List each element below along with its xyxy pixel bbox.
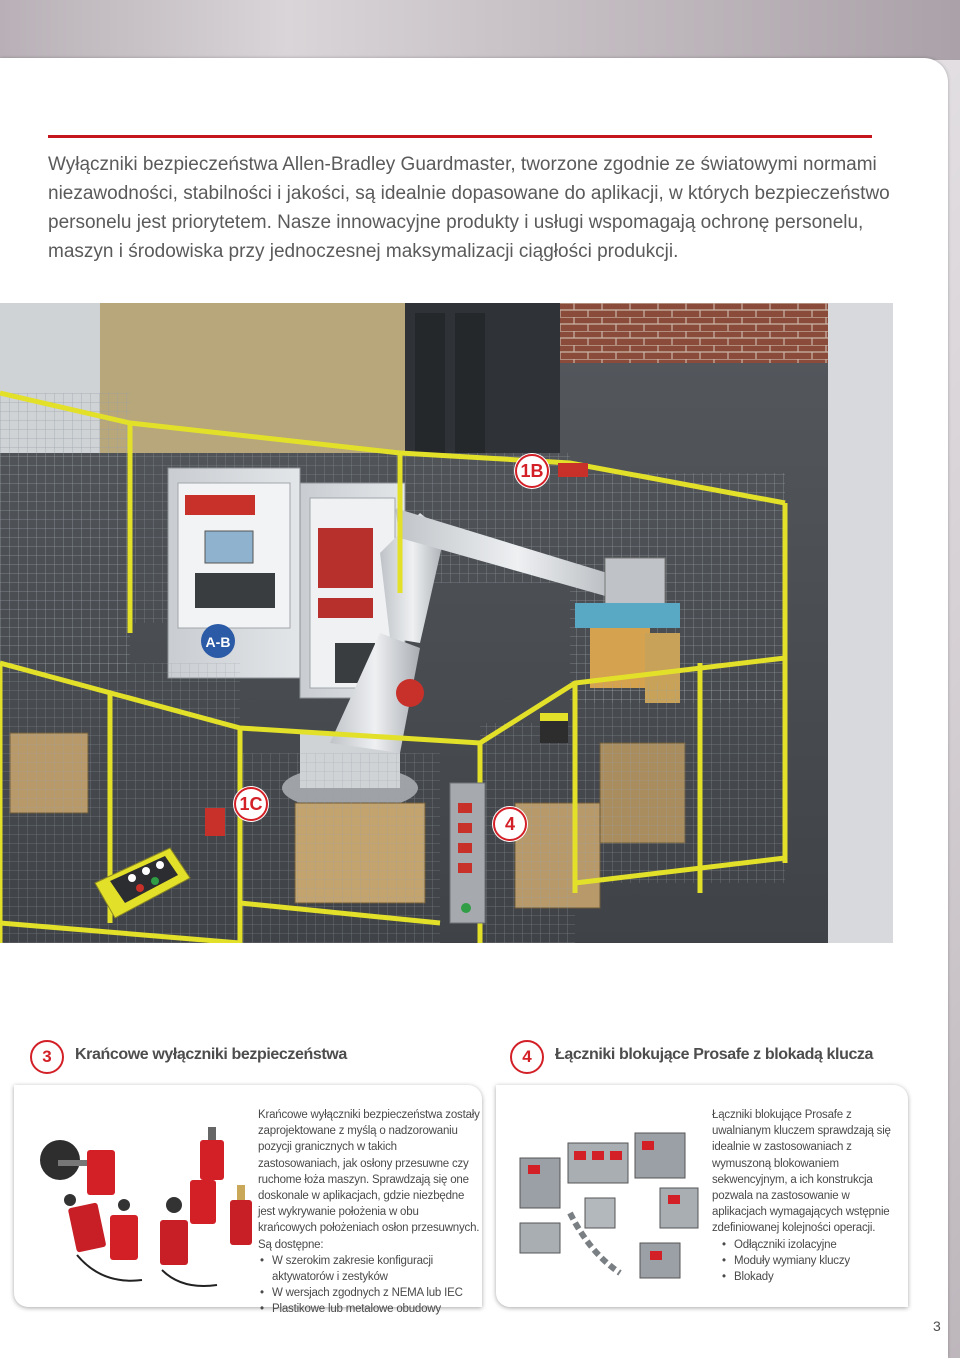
list-item: • W szerokim zakresie konfiguracji aktywatorów i zestyków: [258, 1253, 480, 1285]
limit-switches-photo: [32, 1105, 252, 1295]
background-photo-strip: [0, 0, 960, 60]
section-3-header: [30, 1040, 430, 1074]
page-number: 3: [933, 1318, 941, 1334]
list-item: • Plastikowe lub metalowe obudowy: [258, 1301, 480, 1317]
section-4-text: [712, 1107, 898, 1285]
callout-4: 4: [493, 807, 527, 841]
robot-cell-illustration: [0, 303, 893, 943]
intro-paragraph: Wyłączniki bezpieczeństwa Allen-Bradley Guardmaster, tworzone zgodnie ze światowymi normami niezawodności, stabilności i jakości, są idealnie dopasowane do aplikacji, w których bezpieczeństwo personelu jest priorytetem. Nasze innowacyjne produkty i usługi wspomagają ochronę personelu, maszyn i środowiska przy jednoczesnej maksymalizacji ciągłości produkcji.: [48, 154, 890, 262]
safety-switch-1b: [558, 463, 588, 477]
section-4-panel: [496, 1085, 908, 1307]
list-item: • W wersjach zgodnych z NEMA lub IEC: [258, 1285, 480, 1301]
section-body: Krańcowe wyłączniki bezpieczeństwa zostały zaprojektowane z myślą o nadzorowaniu pozycji granicznych w takich zastosowaniach, jak osłony przesuwne czy ruchome łoża maszyn. Sprawdzają się one doskonale w aplikacjach, gdzie niezbędne jest wykrywanie położenia w obu krańcowych położeniach osłon przesuwnych. Są dostępne:: [258, 1109, 480, 1251]
safety-switch-1c: [205, 808, 225, 836]
key-interlocks-photo: [510, 1113, 700, 1293]
section-3-panel: [14, 1085, 482, 1316]
list-item: • Moduły wymiany kluczy: [720, 1253, 898, 1269]
section-title: Łączniki blokujące Prosafe z blokadą klucza: [555, 1046, 874, 1063]
section-body: Łączniki blokujące Prosafe z uwalnianym kluczem sprawdzają się idealnie w zastosowaniach z wymuszoną blokowaniem sekwencyjnym, a ich konstrukcja pozwala na zastosowanie w aplikacjach wymagających wstępnie zdefiniowanej kolejności operacji.: [712, 1109, 891, 1235]
callout-1c: 1C: [234, 787, 268, 821]
feature-list: [720, 1237, 898, 1286]
callout-1b: 1B: [515, 454, 549, 488]
section-number-badge: 3: [30, 1040, 64, 1074]
brick-wall: [560, 303, 828, 363]
ab-logo: A-B: [205, 634, 231, 650]
section-title: Krańcowe wyłączniki bezpieczeństwa: [75, 1046, 347, 1063]
list-item: • Odłączniki izolacyjne: [720, 1237, 898, 1253]
section-3-text: [258, 1107, 480, 1318]
section-number-badge: 4: [510, 1040, 544, 1074]
red-rule-divider: [48, 135, 872, 138]
section-4-header: [510, 1040, 930, 1074]
list-item: • Blokady: [720, 1269, 898, 1285]
feature-list: [258, 1253, 480, 1318]
